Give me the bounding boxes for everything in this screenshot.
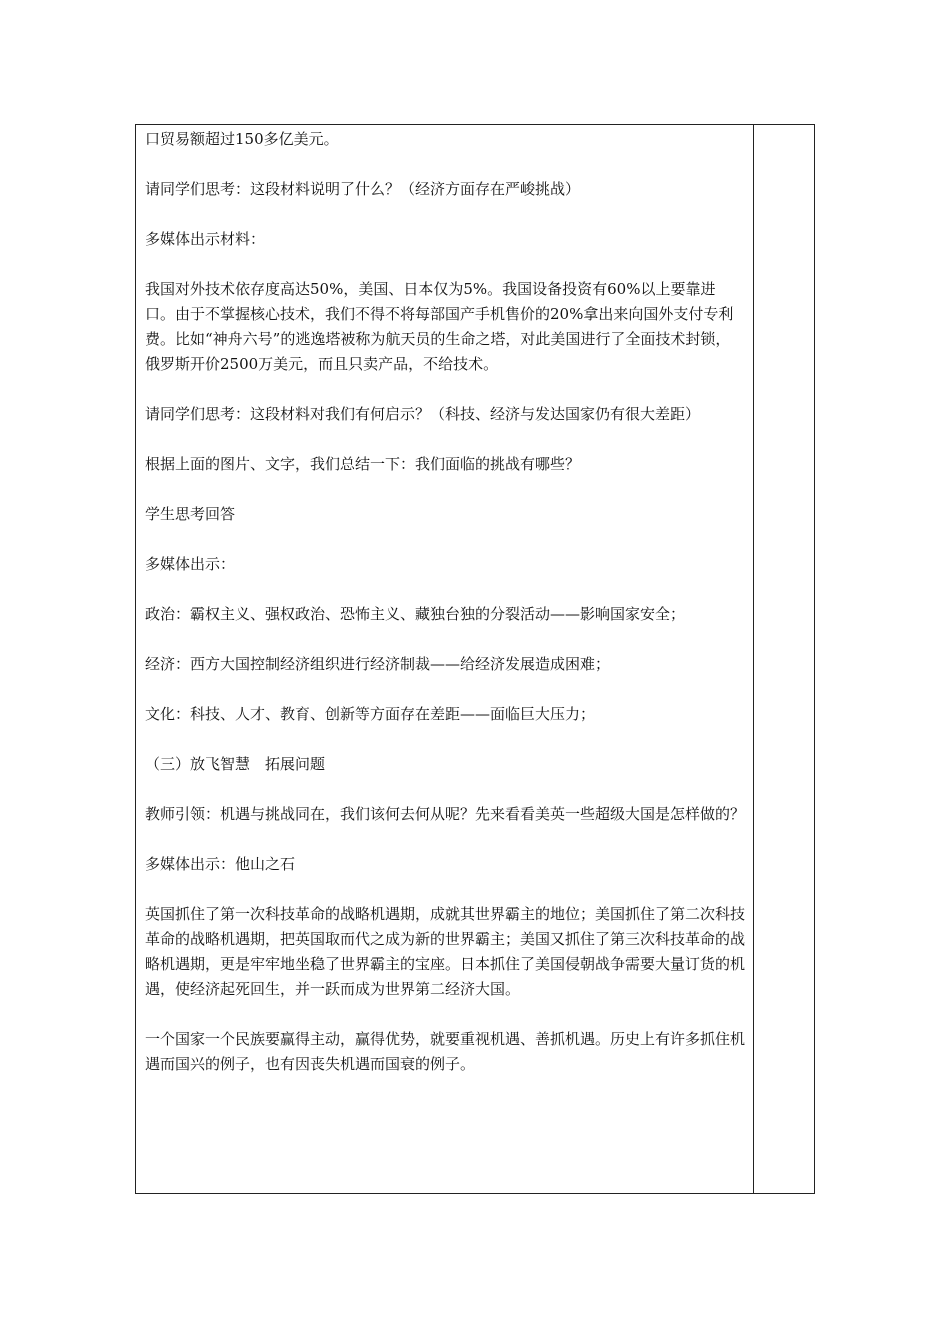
paragraph-student-answer: 学生思考回答	[145, 505, 236, 523]
paragraph-trade-volume: 口贸易额超过150多亿美元。	[145, 130, 339, 148]
paragraph-teacher-lead: 教师引领：机遇与挑战同在，我们该何去何从呢？先来看看美英一些超级大国是怎样做的？	[145, 805, 746, 823]
paragraph-conclusion: 一个国家一个民族要赢得主动，赢得优势，就要重视机遇、善抓机遇。历史上有许多抓住机遇而国兴的例子，也有因丧失机遇而国衰的例子。	[145, 1030, 746, 1073]
paragraph-culture: 文化：科技、人才、教育、创新等方面存在差距——面临巨大压力；	[145, 705, 596, 723]
paragraph-media-stone: 多媒体出示：他山之石	[145, 855, 296, 873]
paragraph-summary-question: 根据上面的图片、文字，我们总结一下：我们面临的挑战有哪些？	[145, 455, 581, 473]
paragraph-economy: 经济：西方大国控制经济组织进行经济制裁——给经济发展造成困难；	[145, 655, 611, 673]
paragraph-question-1: 请同学们思考：这段材料说明了什么？（经济方面存在严峻挑战）	[145, 180, 581, 198]
paragraph-history-examples: 英国抓住了第一次科技革命的战略机遇期，成就其世界霸主的地位；美国抓住了第二次科技革命的战略机遇期，把英国取而代之成为新的世界霸主；美国又抓住了第三次科技革命的战略机遇期，更是牢牢地坐稳了世界霸主的宝座。日本抓住了美国侵朝战争需要大量订货的机遇，使经济起死回生，并一跃而成为世界第二经济大国。	[145, 905, 746, 998]
paragraph-media-show: 多媒体出示：	[145, 555, 236, 573]
paragraph-media-material: 多媒体出示材料：	[145, 230, 266, 248]
paragraph-tech-dependence: 我国对外技术依存度高达50%，美国、日本仅为5%。我国设备投资有60%以上要靠进口。由于不掌握核心技术，我们不得不将每部国产手机售价的20%拿出来向国外支付专利费。比如“神舟六号”的逃逸塔被称为航天员的生命之塔，对此美国进行了全面技术封锁，俄罗斯开价2500万美元，而且只卖产品，不给技术。	[145, 280, 734, 373]
lesson-content-cell	[145, 125, 745, 1077]
lesson-table	[135, 124, 815, 1194]
paragraph-politics: 政治：霸权主义、强权政治、恐怖主义、藏独台独的分裂活动——影响国家安全；	[145, 605, 686, 623]
notes-column-divider	[753, 125, 754, 1193]
paragraph-question-2: 请同学们思考：这段材料对我们有何启示？（科技、经济与发达国家仍有很大差距）	[145, 405, 701, 423]
section-heading-3: （三）放飞智慧 拓展问题	[145, 755, 326, 773]
